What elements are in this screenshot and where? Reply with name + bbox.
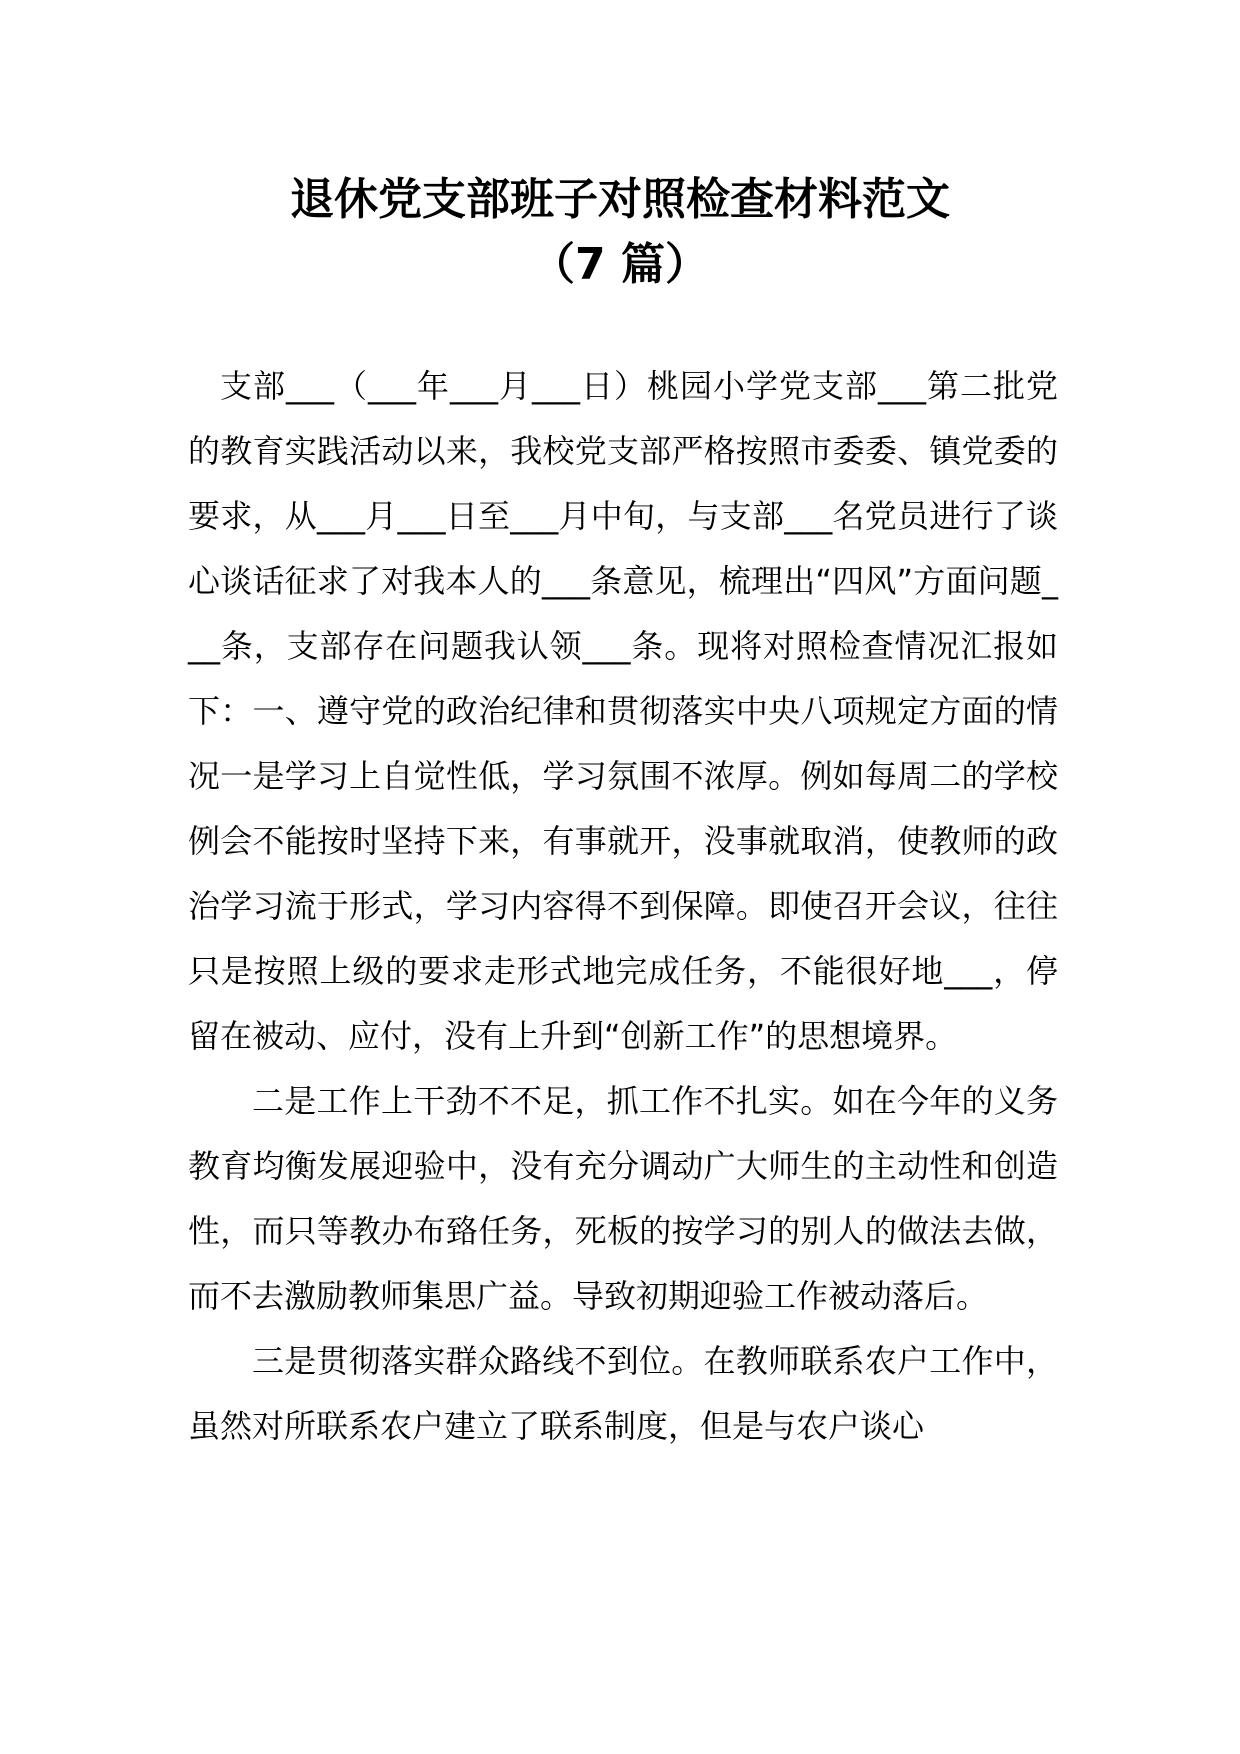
body-paragraph-1: 支部___（___年___月___日）桃园小学党支部___第二批党的教育实践活动以来，我校党支部严格按照市委委、镇党委的要求，从___月___日至___月中旬，与支部___名党员进行了谈心谈话征求了对我本人的___条意见，梳理出“四风”方面问题___条，支部存在问题我认领___条。现将对照检查情况汇报如下：一、遵守党的政治纪律和贯彻落实中央八项规定方面的情况一是学习上自觉性低，学习氛围不浓厚。例如每周二的学校例会不能按时坚持下来，有事就开，没事就取消，使教师的政治学习流于形式，学习内容得不到保障。即使召开会议，往往只是按照上级的要求走形式地完成任务，不能很好地___，停留在被动、应付，没有上升到“创新工作”的思想境界。 — [188, 367, 1058, 1055]
document-body — [188, 354, 1058, 1459]
document-title: 退休党支部班子对照检查材料范文 — [290, 174, 950, 225]
document-subtitle: （7 篇） — [531, 239, 709, 290]
body-paragraph-2: 二是工作上干劲不不足，抓工作不扎实。如在今年的义务教育均衡发展迎验中，没有充分调动广大师生的主动性和创造性，而只等教办布臵任务，死板的按学习的别人的做法去做，而不去激励教师集思广益。导致初期迎验工作被动落后。 — [188, 1082, 1058, 1315]
body-paragraph-3: 三是贯彻落实群众路线不到位。在教师联系农户工作中，虽然对所联系农户建立了联系制度，但是与农户谈心 — [188, 1342, 1058, 1445]
